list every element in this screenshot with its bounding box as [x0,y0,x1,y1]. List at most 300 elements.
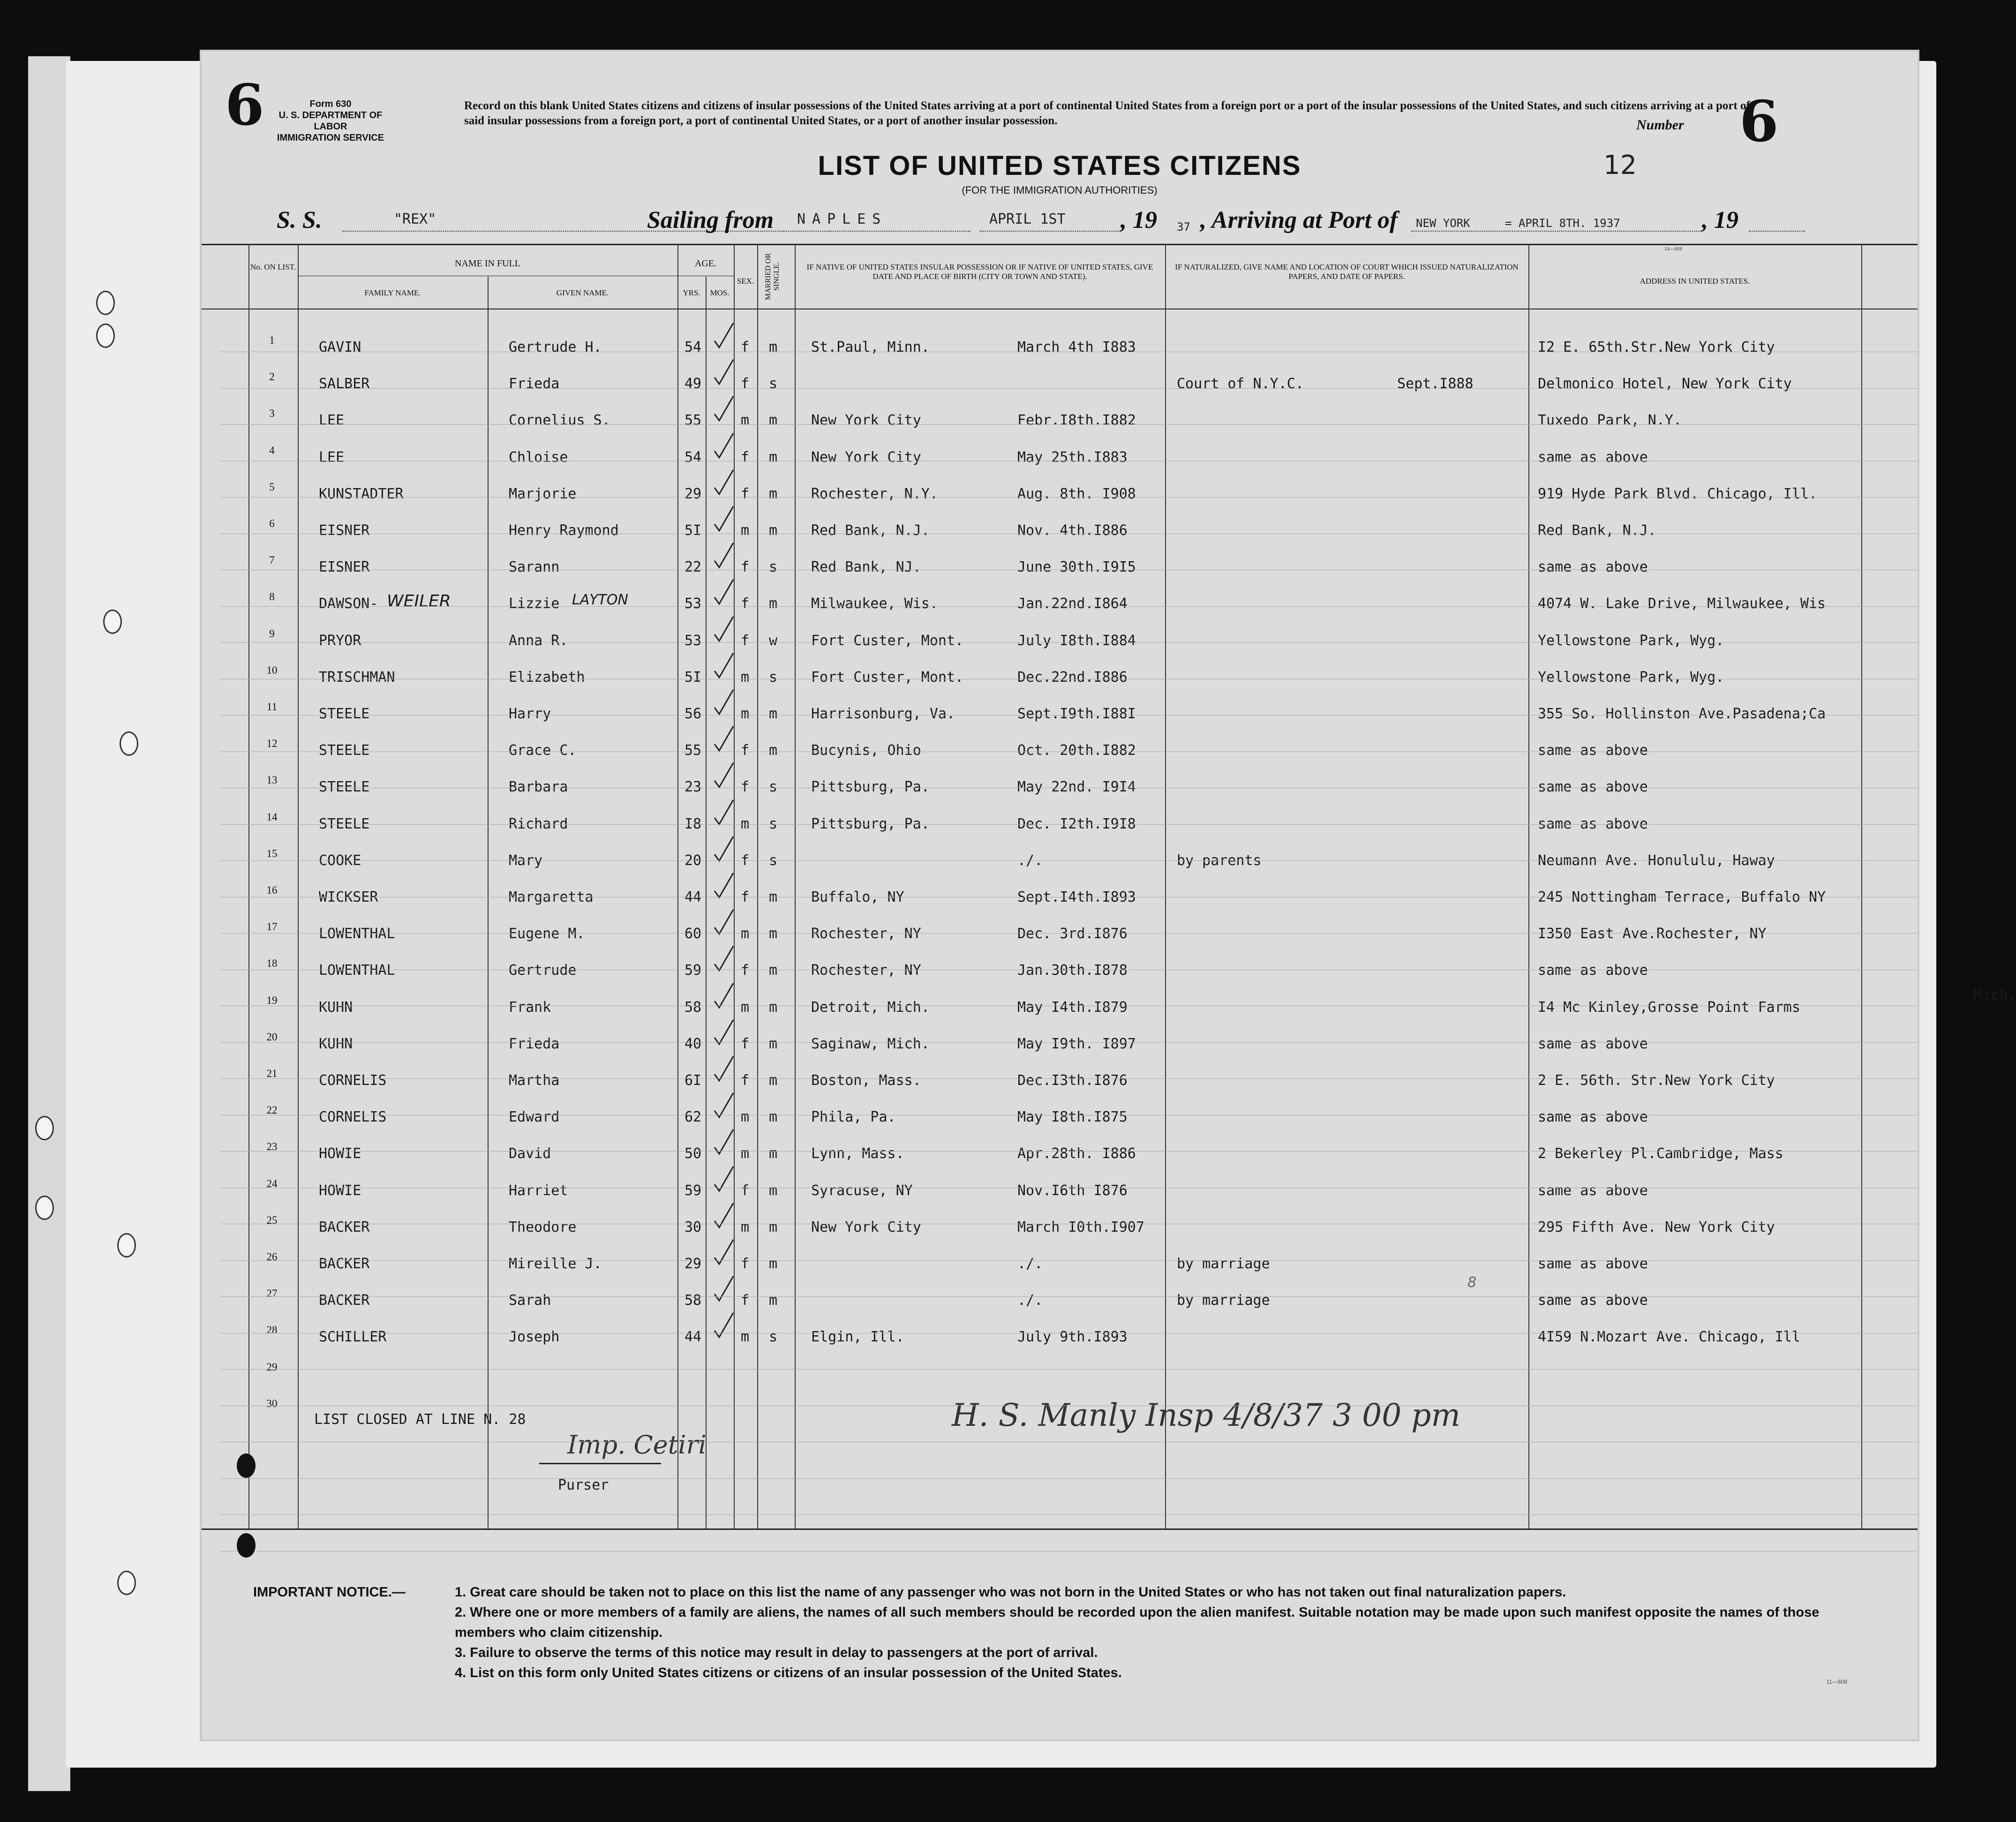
arrival-date: = APRIL 8TH. 1937 [1505,217,1620,230]
header-mos: MOS. [710,288,730,297]
cell-place: Boston, Mass. [811,1072,921,1089]
manifest-page [202,52,2016,1739]
cell-ms: m [769,1256,778,1272]
cell-age: 40 [685,1036,702,1052]
year-fill-line [1749,231,1805,232]
check-mark-icon [713,1164,735,1197]
header-family: FAMILY NAME. [364,288,421,297]
cell-place: Phila, Pa. [811,1109,896,1125]
cell-ms: m [769,999,778,1016]
cell-given: Harriet [509,1182,568,1199]
cell-given: Barbara [509,779,568,795]
table-row [202,331,1918,363]
cell-place: Milwaukee, Wis. [811,595,938,612]
cell-ms: s [769,376,778,392]
cell-ms: m [769,742,778,759]
page-number-right: 6 [1739,89,1779,155]
cell-place: Rochester, N.Y. [811,486,938,502]
check-mark-icon [713,723,735,757]
header-yrs: YRS. [683,288,700,297]
line-number: 19 [266,994,278,1006]
cell-sex: f [741,852,750,869]
line-number: 6 [269,518,275,529]
cell-date: Sept.I4th.I893 [1017,889,1136,905]
notice-item: 3. Failure to observe the terms of this notice may result in delay to passengers at the port of arrival. [455,1645,1098,1660]
cell-addr: 295 Fifth Ave. New York City [1538,1219,1775,1235]
cell-given: Joseph [509,1329,560,1345]
form-id: Form 630 [309,99,352,109]
line-number: 22 [266,1104,278,1116]
cell-given: Gertrude [509,962,577,979]
cell-age: 53 [685,632,702,649]
check-mark-icon [713,357,735,391]
header-age: AGE. [694,258,717,269]
form-header [263,98,399,143]
cell-age: 55 [685,412,702,429]
cell-sex: m [741,522,750,539]
cell-sex: f [741,486,750,502]
cell-age: 58 [685,999,702,1016]
check-mark-icon [713,1017,735,1051]
header-sex: SEX. [737,277,754,286]
cell-place: Pittsburg, Pa. [811,816,930,832]
cell-place: Fort Custer, Mont. [811,669,964,685]
check-mark-icon [713,1054,735,1087]
cell-ms: s [769,816,778,832]
cell-date: June 30th.I9I5 [1017,559,1136,575]
line-number: 21 [266,1068,278,1079]
list-closed-note: LIST CLOSED AT LINE N. 28 [314,1411,526,1428]
ruled-line [220,1514,1918,1515]
date-fill-line [980,231,1121,232]
cell-given: Anna R. [509,632,568,649]
binder-hole [117,1571,136,1595]
cell-addr: same as above [1538,1109,1648,1125]
cell-date: Jan.30th.I878 [1017,962,1128,979]
ruled-line [220,1042,1918,1043]
cell-ms: m [769,339,778,355]
cell-ms: s [769,779,778,795]
handwritten-given-name: LAYTON [572,592,628,608]
cell-age: 44 [685,1329,702,1345]
cell-date: Sept.I9th.I88I [1017,706,1136,722]
line-number: 28 [266,1324,278,1336]
cell-place: New York City [811,1219,921,1235]
header-no: No. ON LIST. [250,263,296,271]
cell-given: Mary [509,852,543,869]
cell-ms: m [769,522,778,539]
ship-name: "REX" [394,211,436,227]
table-row [202,954,1918,986]
inspector-signature: H. S. Manly Insp 4/8/37 3 00 pm [952,1397,1461,1433]
table-row [202,697,1918,730]
cell-place: Red Bank, NJ. [811,559,921,575]
table-row [202,661,1918,693]
cell-family: KUNSTADTER [319,486,404,502]
cell-family: COOKE [319,852,361,869]
line-number: 4 [269,444,275,456]
table-row [202,550,1918,583]
table-row [202,587,1918,620]
year-prefix: , 19 [1121,207,1157,233]
cell-ms: w [769,632,778,649]
cell-natz: by marriage [1177,1256,1270,1272]
sailing-label: Sailing from [647,207,774,233]
arrival-year: , 19 [1702,207,1738,233]
cell-sex: f [741,559,750,575]
cell-given: Eugene M. [509,926,585,942]
cell-age: 29 [685,486,702,502]
table-row [202,367,1918,400]
cell-ms: m [769,1292,778,1309]
table-row [202,807,1918,840]
cell-given: Sarann [509,559,560,575]
page-title: LIST OF UNITED STATES CITIZENS [818,151,1301,181]
cell-place: Lynn, Mass. [811,1145,904,1162]
cell-date: Nov.I6th I876 [1017,1182,1128,1199]
check-mark-icon [713,907,735,941]
cell-given: Sarah [509,1292,551,1309]
binder-hole [120,731,138,756]
cell-ms: m [769,706,778,722]
line-number: 13 [266,774,278,786]
purser-signature-line [539,1463,661,1464]
cell-place: Saginaw, Mich. [811,1036,930,1052]
cell-age: 20 [685,852,702,869]
cell-age: I8 [685,816,702,832]
check-mark-icon [713,1127,735,1160]
line-number: 15 [266,848,278,859]
cell-addr: same as above [1538,779,1648,795]
cell-ms: m [769,1145,778,1162]
cell-addr: I2 E. 65th.Str.New York City [1538,339,1775,355]
ruled-line [220,1151,1918,1152]
ruled-line [220,1369,1918,1370]
cell-addr: Delmonico Hotel, New York City [1538,376,1792,392]
cell-family: STEELE [319,816,370,832]
cell-date: Dec.22nd.I886 [1017,669,1128,685]
cell-given: Frieda [509,376,560,392]
cell-sex: f [741,376,750,392]
cell-natz: by parents [1177,852,1262,869]
binder-hole [35,1116,54,1140]
cell-addr: Neumann Ave. Honululu, Haway [1538,852,1775,869]
cell-natz-date: Sept.I888 [1397,376,1474,392]
check-mark-icon [713,943,735,977]
cell-family: KUHN [319,1036,353,1052]
check-mark-icon [713,1200,735,1234]
cell-addr: same as above [1538,559,1648,575]
sailing-port: NAPLES [797,211,888,227]
cell-family: HOWIE [319,1182,361,1199]
cell-family: SCHILLER [319,1329,387,1345]
cell-addr: 2 E. 56th. Str.New York City [1538,1072,1775,1089]
notice-label: IMPORTANT NOTICE.— [253,1585,406,1600]
cell-family: KUHN [319,999,353,1016]
line-number: 2 [269,371,275,383]
cell-given: Chloise [509,449,568,466]
cell-place: Buffalo, NY [811,889,904,905]
ruled-line [220,933,1918,934]
handwritten-number: 12 [1603,150,1637,181]
cell-ms: m [769,449,778,466]
cell-date: May I4th.I879 [1017,999,1128,1016]
cell-date: Oct. 20th.I882 [1017,742,1136,759]
cell-ms: m [769,412,778,429]
notice-list [455,1582,1875,1683]
table-row [202,1064,1918,1097]
line-number: 23 [266,1141,278,1152]
cell-ms: m [769,595,778,612]
cell-given: Marjorie [509,486,577,502]
cell-place: Syracuse, NY [811,1182,913,1199]
top-form-code: 14—608 [1664,247,1682,252]
cell-addr: same as above [1538,1256,1648,1272]
cell-place: New York City [811,449,921,466]
cell-addr: same as above [1538,1292,1648,1309]
table-row [202,404,1918,437]
cell-sex: f [741,1292,750,1309]
line-number: 20 [266,1031,278,1043]
ruled-line [220,1296,1918,1297]
cell-addr: same as above [1538,816,1648,832]
check-mark-icon [713,1090,735,1124]
cell-sex: f [741,339,750,355]
table-row [202,1274,1918,1317]
cell-place: Detroit, Mich. [811,999,930,1016]
table-row [202,1247,1918,1280]
check-mark-icon [713,320,735,354]
ruled-line [220,424,1918,425]
cell-family: STEELE [319,779,370,795]
cell-date: May 25th.I883 [1017,449,1128,466]
cell-date: Aug. 8th. I908 [1017,486,1136,502]
cell-family: DAWSON- [319,595,378,612]
sailing-date: APRIL 1ST [989,211,1066,227]
cell-sex: f [741,1036,750,1052]
check-mark-icon [713,577,735,610]
table-row [202,1137,1918,1170]
cell-family: WICKSER [319,889,378,905]
cell-place: Harrisonburg, Va. [811,706,955,722]
check-mark-icon [713,797,735,831]
cell-sex: f [741,449,750,466]
purser-label: Purser [558,1477,609,1493]
ruled-line [220,1078,1918,1079]
cell-ms: m [769,889,778,905]
ruled-line [220,642,1918,643]
line-number: 25 [266,1214,278,1226]
cell-place: Elgin, Ill. [811,1329,904,1345]
cell-family: BACKER [319,1292,370,1309]
bottom-form-code: 11—608 [1826,1679,1847,1685]
check-mark-icon [713,760,735,794]
cell-addr: 4074 W. Lake Drive, Milwaukee, Wis [1538,595,1826,612]
cell-age: 58 [685,1292,702,1309]
table-row [202,477,1918,510]
ruled-line [220,388,1918,389]
table-row [202,624,1918,657]
cell-family: LEE [319,449,345,466]
record-instructions: Record on this blank United States citizens and citizens of insular possessions of the United States arriving at a port of continental United States from a foreign port or a port of the insular possessions of the United States, and such citizens arriving at a port of said insular possessions from a foreign port, a port of continental United States, or a port of another insular possession. [464,99,1750,127]
cell-ms: s [769,669,778,685]
table-row-empty [202,1357,1918,1390]
line-number: 8 [269,591,275,602]
page-number-left: 6 [225,72,264,138]
cell-date: May 22nd. I9I4 [1017,779,1136,795]
cell-family: LOWENTHAL [319,926,395,942]
cell-family: STEELE [319,706,370,722]
cell-family: CORNELIS [319,1109,387,1125]
ruled-line [220,1478,1918,1479]
line-number: 16 [266,884,278,896]
cell-age: 59 [685,1182,702,1199]
binder-hole [237,1453,256,1478]
cell-given: Frank [509,999,551,1016]
cell-sex: f [741,742,750,759]
cell-addr: same as above [1538,1182,1648,1199]
cell-sex: m [741,1109,750,1125]
cell-sex: f [741,1182,750,1199]
ruled-line [220,606,1918,607]
binder-hole [96,291,115,315]
header-naturalized: IF NATURALIZED, GIVE NAME AND LOCATION OF COURT WHICH ISSUED NATURALIZATION PAPERS, AND DATE OF PAPERS. [1175,263,1519,281]
cell-age: 30 [685,1219,702,1235]
ss-label: S. S. [277,207,322,233]
cell-given: Mireille J. [509,1256,602,1272]
table-row [202,1100,1918,1133]
cell-family: BACKER [319,1256,370,1272]
cell-family: GAVIN [319,339,361,355]
table-top-border [202,244,1918,245]
cell-sex: m [741,1145,750,1162]
cell-sex: m [741,816,750,832]
cell-age: 29 [685,1256,702,1272]
cell-addr: Tuxedo Park, N.Y. [1538,412,1682,429]
header-given: GIVEN NAME. [556,288,609,297]
check-mark-icon [713,540,735,574]
line-number: 5 [269,481,275,493]
year-suffix: 37 [1177,220,1190,233]
cell-date: July 9th.I893 [1017,1329,1128,1345]
cell-natz: Court of N.Y.C. [1177,376,1304,392]
check-mark-icon [713,467,735,501]
check-mark-icon [713,504,735,537]
cell-age: 53 [685,595,702,612]
cell-addr: 245 Nottingham Terrace, Buffalo NY [1538,889,1826,905]
cell-given: Margaretta [509,889,594,905]
purser-signature: Imp. Cetiri [567,1430,707,1460]
line-number: 30 [266,1398,278,1409]
check-mark-icon [713,980,735,1014]
check-mark-icon [713,393,735,427]
cell-family: EISNER [319,559,370,575]
cell-given: Richard [509,816,568,832]
cell-age: 6I [685,1072,702,1089]
cell-addr: Yellowstone Park, Wyg. [1538,669,1724,685]
cell-date: Dec.I3th.I876 [1017,1072,1128,1089]
cell-place: Rochester, NY [811,962,921,979]
cell-sex: f [741,1072,750,1089]
cell-addr: I350 East Ave.Rochester, NY [1538,926,1767,942]
table-row [202,734,1918,767]
cell-sex: f [741,1256,750,1272]
cell-age: 62 [685,1109,702,1125]
cell-age: 56 [685,706,702,722]
address-note: Mich. [1974,987,2016,1003]
line-number: 3 [269,407,275,419]
table-row [202,1027,1918,1060]
cell-age: 5I [685,522,702,539]
table-row [202,1320,1918,1353]
cell-addr: 4I59 N.Mozart Ave. Chicago, Ill [1538,1329,1800,1345]
check-mark-icon [713,870,735,904]
cell-place: Bucynis, Ohio [811,742,921,759]
cell-place: Pittsburg, Pa. [811,779,930,795]
cell-date: July I8th.I884 [1017,632,1136,649]
cell-addr: I4 Mc Kinley,Grosse Point Farms [1538,999,1800,1016]
cell-given: Theodore [509,1219,577,1235]
cell-date: March I0th.I907 [1017,1219,1144,1235]
notice-item: 1. Great care should be taken not to place on this list the name of any passenger who was not born in the United States or who has not taken out final naturalization papers. [455,1585,1566,1600]
line-number: 11 [266,701,278,713]
line-number: 17 [266,921,278,933]
cell-sex: f [741,962,750,979]
cell-given: David [509,1145,551,1162]
table-row [202,514,1918,547]
cell-age: 49 [685,376,702,392]
table-bottom-border [202,1528,1918,1530]
cell-date: Dec. 3rd.I876 [1017,926,1128,942]
cell-family: EISNER [319,522,370,539]
cell-family: PRYOR [319,632,361,649]
cell-date: Jan.22nd.I864 [1017,595,1128,612]
cell-ms: m [769,1109,778,1125]
handwritten-note: 8 [1467,1274,1477,1291]
cell-addr: same as above [1538,1036,1648,1052]
cell-date: ./. [1017,1256,1043,1272]
cell-ms: m [769,962,778,979]
cell-date: ./. [1017,1292,1043,1309]
cell-date: Febr.I8th.I882 [1017,412,1136,429]
cell-ms: m [769,1036,778,1052]
cell-given: Martha [509,1072,560,1089]
cell-age: 59 [685,962,702,979]
cell-place: Rochester, NY [811,926,921,942]
cell-age: 23 [685,779,702,795]
cell-age: 44 [685,889,702,905]
line-number: 26 [266,1251,278,1263]
arriving-label: , Arriving at Port of [1200,207,1398,233]
line-number: 29 [266,1361,278,1373]
cell-given: Lizzie [509,595,560,612]
table-row [202,1174,1918,1207]
cell-family: LOWENTHAL [319,962,395,979]
cell-given: Gertrude H. [509,339,602,355]
cell-family: SALBER [319,376,370,392]
cell-sex: f [741,632,750,649]
table-row [202,441,1918,474]
table-row [202,987,2016,1024]
binder-hole [237,1533,256,1558]
check-mark-icon [713,834,735,867]
cell-given: Elizabeth [509,669,585,685]
binder-hole [35,1196,54,1220]
notice-item: 4. List on this form only United States citizens or citizens of an insular possession of the United States. [455,1665,1122,1680]
check-mark-icon [713,430,735,464]
handwritten-family-name: WEILER [387,592,451,611]
cell-sex: m [741,999,750,1016]
